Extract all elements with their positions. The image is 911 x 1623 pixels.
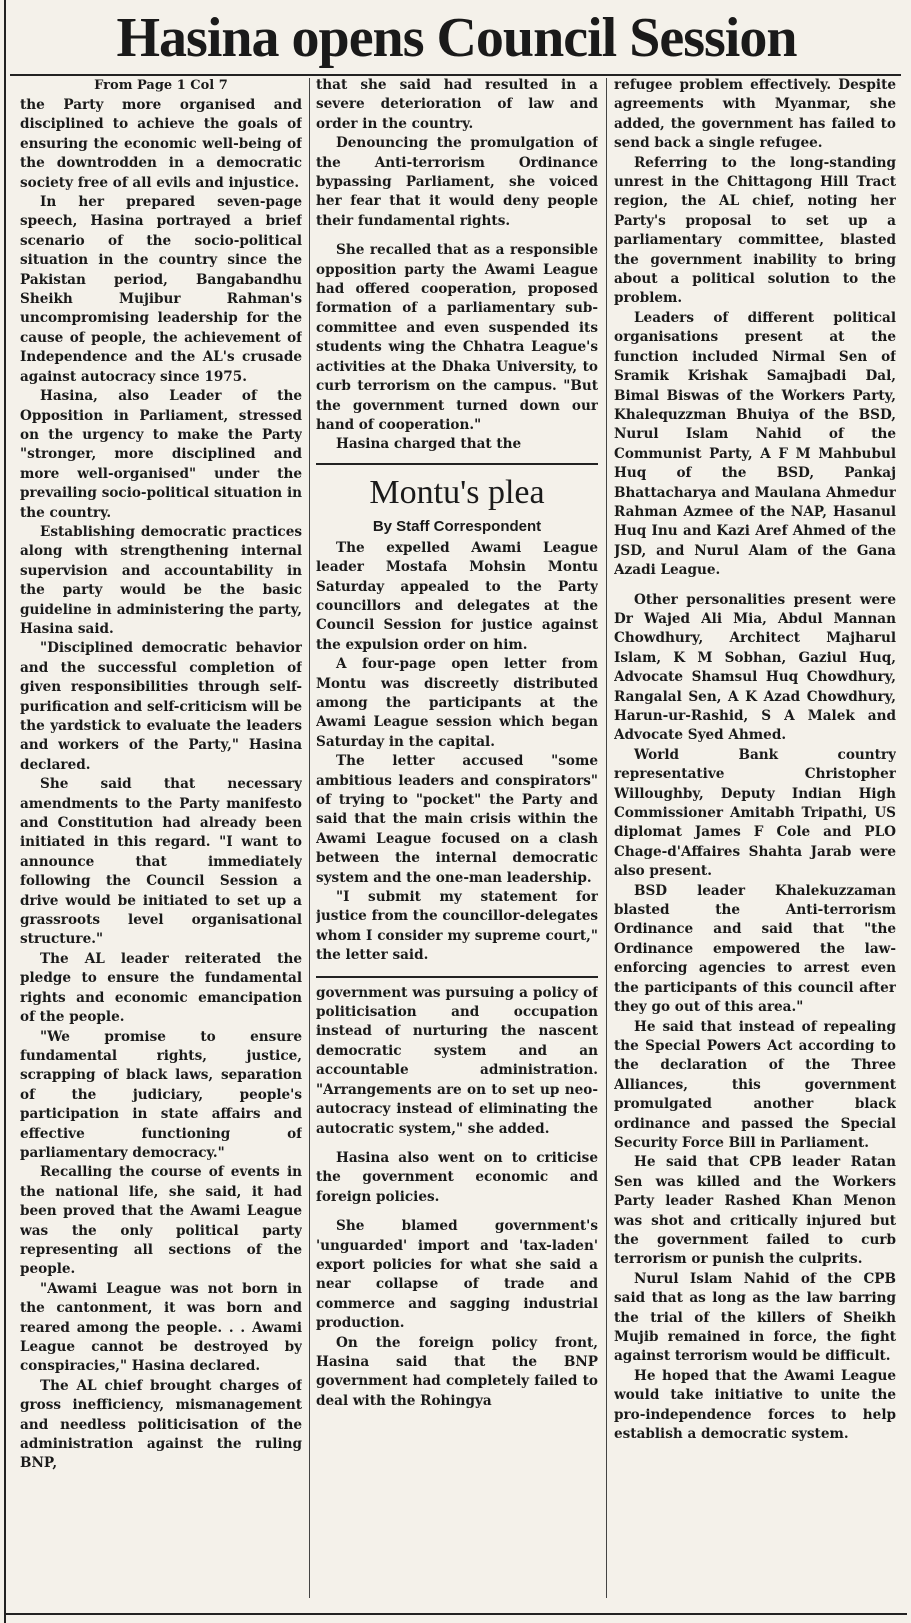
paragraph: government was pursuing a policy of politicisation and occupation instead of nurturing the nascent democratic system and an accountable administration. "Arrangements are on to set up neo-autocracy instead of eliminating the autocratic system," she added.: [316, 984, 598, 1137]
paragraph: refugee problem effectively. Despite agreements with Myanmar, she added, the government has failed to send back a single refugee.: [614, 77, 896, 152]
bottom-border-rule: [4, 1613, 907, 1615]
paragraph: The AL chief brought charges of gross inefficiency, mismanagement and needless politicisation of the administration against the ruling BNP,: [20, 1377, 302, 1472]
paragraph: She recalled that as a responsible opposition party the Awami League had offered cooperation, proposed formation of a parliamentary sub-committee and even suspended its students wing the Chhatra League's activities at the Dhaka University, to curb terrorism on the campus. "But the government turned down our hand of cooperation.": [316, 242, 598, 433]
paragraph: that she said had resulted in a severe deterioration of law and order in the country.: [316, 77, 598, 132]
paragraph: "Disciplined democratic behavior and the successful completion of given responsibilities through self-purification and self-criticism will be the yardstick to evaluate the leaders and workers of the Party," Hasina declared.: [20, 640, 302, 773]
sidebar-byline: By Staff Correspondent: [372, 517, 542, 535]
paragraph: He said that instead of repealing the Special Powers Act according to the declaration of the Three Alliances, this government promulgated another black ordinance and passed the Special Security Force Bill in Parliament.: [614, 1018, 896, 1151]
sidebar-bottom-rule: [316, 976, 598, 978]
paragraph: "Awami League was not born in the cantonment, it was born and reared among the people. . . Awami League cannot be destroyed by conspiracies," Hasina declared.: [20, 1280, 302, 1375]
paragraph: A four-page open letter from Montu was discreetly distributed among the participants at the Awami League session which began Saturday in the capital.: [316, 656, 598, 750]
left-border-rule: [4, 0, 6, 1623]
paragraph: Hasina, also Leader of the Opposition in Parliament, stressed on the urgency to make the Party "stronger, more disciplined and more well-organised" under the prevailing socio-political situation in the country.: [20, 388, 302, 521]
paragraph: The expelled Awami League leader Mostafa Mohsin Montu Saturday appealed to the Party councillors and delegates at the Council Session for justice against the expulsion order on him.: [316, 539, 598, 653]
paragraph: Hasina charged that the: [336, 436, 522, 453]
headline: Hasina opens Council Session: [116, 7, 797, 69]
paragraph: The letter accused "some ambitious leaders and conspirators" of trying to "pocket" the Party and said that the main crisis within the Awami League focused on a clash between the internal democratic system and the one-man leadership.: [316, 753, 598, 886]
paragraph: the Party more organised and disciplined to achieve the goals of ensuring the economic well-being of the downtrodden in a democratic society free of all evils and injustice.: [20, 97, 302, 191]
paragraph: Recalling the course of events in the national life, she said, it had been proved that the Awami League was the only political party representing all sections of the people.: [20, 1164, 302, 1278]
paragraph: Leaders of different political organisations present at the function included Nirmal Sen of Sramik Krishak Samajbadi Dal, Bimal Biswas of the Workers Party, Khalequzzman Bhuiya of the BSD, Nurul Islam Nahid of the Communist Party, A F M Mahbubul Huq of the BSD, Pankaj Bhattacharya and Maulana Ahmedur Rahman Azmee of the NAP, Hasanul Huq Inu and Kazi Aref Ahmed of the JSD, and Nurul Alam of the Gana Azadi League.: [614, 309, 896, 579]
paragraph: Denouncing the promulgation of the Anti-terrorism Ordinance bypassing Parliament, she voiced her fear that it would deny people their fundamental rights.: [316, 135, 598, 229]
paragraph: "I submit my statement for justice from the councillor-delegates whom I consider my supreme court," the letter said.: [316, 889, 598, 964]
sidebar-story: [316, 463, 598, 978]
paragraph: Hasina also went on to criticise the government economic and foreign policies.: [316, 1149, 598, 1205]
paragraph-gap: [614, 581, 896, 591]
column-rule-2: [606, 78, 607, 1598]
paragraph: Establishing democratic practices along with strengthening internal supervision and accountability in the party would be the basic guideline in administering the party, Hasina said.: [20, 523, 302, 637]
paragraph: "We promise to ensure fundamental rights, justice, scrapping of black laws, separation of the judiciary, people's participation in state affairs and effective functioning of parliamentary democracy.": [20, 1028, 302, 1161]
paragraph-gap: [316, 231, 598, 241]
continuation-line: From Page 1 Col 7: [94, 78, 228, 93]
paragraph: She said that necessary amendments to the Party manifesto and Constitution had already been initiated in this regard. "I want to announce that immediately following the Council Session a drive would be initiated to set up a grassroots level organisational structure.": [20, 776, 302, 948]
paragraph-gap: [316, 1207, 598, 1217]
paragraph: He hoped that the Awami League would take initiative to unite the pro-independence forces to help establish a democratic system.: [614, 1367, 896, 1443]
sidebar-title: Montu's plea: [369, 473, 545, 511]
sidebar-top-rule: [316, 463, 598, 465]
paragraph-gap: [316, 1139, 598, 1149]
paragraph: The AL leader reiterated the pledge to ensure the fundamental rights and economic emancipation of the people.: [20, 950, 302, 1026]
paragraph: BSD leader Khalekuzzaman blasted the Anti-terrorism Ordinance and said that "the Ordinance empowered the law-enforcing agencies to arrest even the participants of this council after they go out of this area.": [614, 882, 896, 1016]
article-column-1: [20, 76, 302, 1604]
paragraph: In her prepared seven-page speech, Hasina portrayed a brief scenario of the socio-political situation in the country since the Pakistan period, Bangabandhu Sheikh Mujibur Rahman's uncompromising leadership for the cause of people, the achievement of Independence and the AL's crusade against autocracy since 1975.: [20, 194, 302, 385]
paragraph: He said that CPB leader Ratan Sen was killed and the Workers Party leader Rashed Khan Menon was shot and critically injured but the government failed to curb terrorism or punish the culprits.: [614, 1154, 896, 1268]
column-rule-1: [309, 78, 310, 1598]
article-column-3: [614, 76, 896, 1604]
paragraph: Referring to the long-standing unrest in the Chittagong Hill Tract region, the AL chief, noting her Party's proposal to set up a parliamentary committee, blasted the government inability to bring about a political solution to the problem.: [614, 154, 896, 307]
paragraph: World Bank country representative Christopher Willoughby, Deputy Indian High Commissioner Amitabh Tripathi, US diplomat James F Cole and PLO Chage-d'Affaires Shahta Jarab were also present.: [614, 746, 896, 880]
paragraph: She blamed government's 'unguarded' import and 'tax-laden' export policies for what she said a near collapse of trade and commerce and sagging industrial production.: [316, 1218, 598, 1332]
paragraph: Other personalities present were Dr Wajed Ali Mia, Abdul Mannan Chowdhury, Architect Majharul Islam, K M Sobhan, Gaziul Huq, Advocate Shamsul Huq Chowdhury, Rangalal Sen, A K Azad Chowdhury, Harun-ur-Rashid, S A Malek and Advocate Syed Ahmed.: [614, 591, 896, 744]
article-column-2: [316, 76, 598, 1604]
paragraph: Nurul Islam Nahid of the CPB said that as long as the law barring the trial of the killers of Sheikh Mujib remained in force, the fight against terrorism would be difficult.: [614, 1270, 896, 1365]
paragraph: On the foreign policy front, Hasina said that the BNP government had completely failed to deal with the Rohingya: [316, 1334, 598, 1409]
